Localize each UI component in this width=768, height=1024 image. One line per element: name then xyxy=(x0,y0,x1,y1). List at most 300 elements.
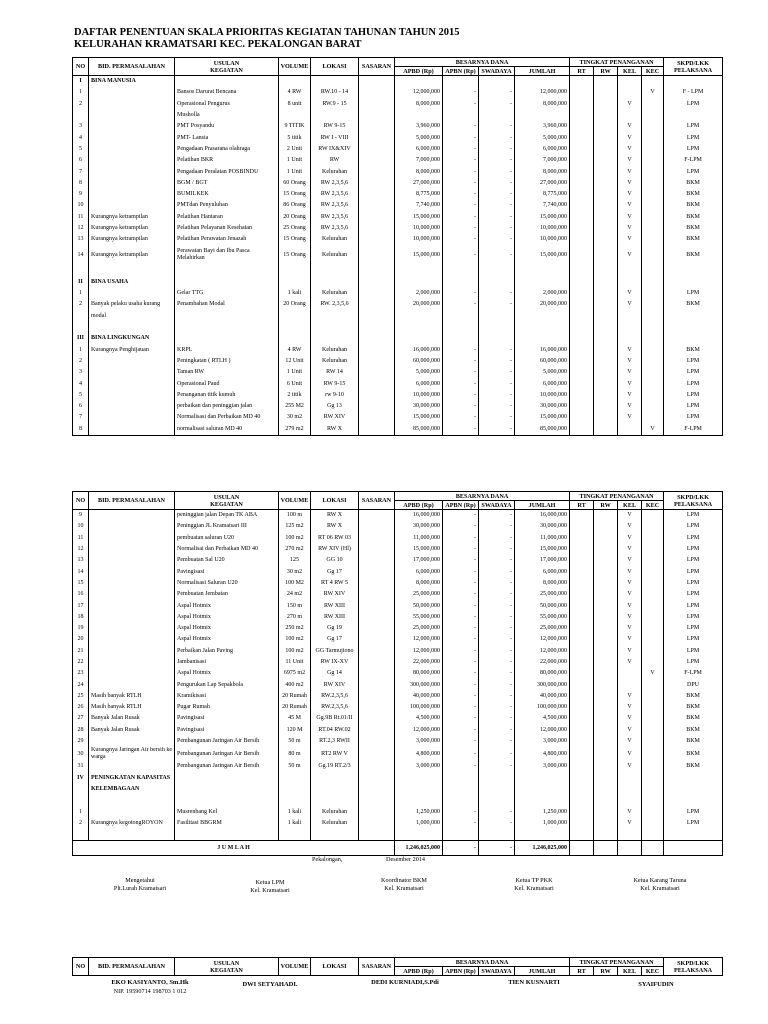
cell-usulan: pembuatan saluran U20 xyxy=(175,533,279,544)
cell-apbd: 27,000,000 xyxy=(395,178,443,189)
cell-skpd xyxy=(664,110,723,121)
cell-jumlah: 55,000,000 xyxy=(515,612,570,623)
cell-usulan: Pembangunan Jaringan Air Bersih xyxy=(175,736,279,747)
cell-no: 4 xyxy=(73,378,89,389)
cell-usulan: Aspal Hotmix xyxy=(175,634,279,645)
cell-jumlah: 3,000,000 xyxy=(515,736,570,747)
cell-skpd: LPM xyxy=(664,132,723,143)
cell-kel: V xyxy=(618,345,642,356)
cell-skpd: LPM xyxy=(664,806,723,817)
cell-kel xyxy=(618,679,642,690)
cell-swadaya xyxy=(479,311,515,322)
cell-apbd xyxy=(395,784,443,795)
cell-sasaran xyxy=(359,623,395,634)
cell-lokasi: Gg 19 xyxy=(311,623,359,634)
cell-sasaran xyxy=(359,99,395,110)
cell-bid xyxy=(89,132,175,143)
cell-rt xyxy=(570,132,594,143)
cell-no: 27 xyxy=(73,713,89,724)
cell-apbd: 4,500,000 xyxy=(395,713,443,724)
signatory-bkm-name: DEDI KURNIADI,S.Pdi xyxy=(371,979,439,986)
table-row xyxy=(73,589,723,600)
table-row xyxy=(73,155,723,166)
cell-apbd: 3,000,000 xyxy=(395,761,443,772)
cell-kel: V xyxy=(618,623,642,634)
cell-rt xyxy=(570,401,594,412)
table-row xyxy=(73,679,723,690)
cell-skpd: LPM xyxy=(664,412,723,423)
cell-swadaya: - xyxy=(479,245,515,265)
cell-sasaran xyxy=(359,725,395,736)
cell-apbn: - xyxy=(443,668,479,679)
cell-volume: 100 m2 xyxy=(279,646,311,657)
cell-rt xyxy=(570,322,594,333)
cell-apbn: - xyxy=(443,299,479,310)
cell-swadaya: - xyxy=(479,600,515,611)
cell-kec xyxy=(642,99,664,110)
cell-kec xyxy=(642,555,664,566)
cell-apbn: - xyxy=(443,725,479,736)
cell-rt xyxy=(570,110,594,121)
cell-apbn: - xyxy=(443,424,479,436)
cell-swadaya: - xyxy=(479,121,515,132)
cell-swadaya: - xyxy=(479,761,515,772)
cell-bid xyxy=(89,668,175,679)
header-kel: KEL xyxy=(618,67,642,76)
signatory-lurah-role: Mengetahui Plt.Lurah Kramatsari xyxy=(113,877,167,892)
table-row xyxy=(73,612,723,623)
cell-usulan: Operasional Paud xyxy=(175,378,279,389)
cell-sasaran xyxy=(359,166,395,177)
cell-sasaran xyxy=(359,144,395,155)
cell-sasaran xyxy=(359,713,395,724)
table-row xyxy=(73,99,723,110)
cell-lokasi xyxy=(311,311,359,322)
cell-kec xyxy=(642,277,664,288)
cell-lokasi: RW 14 xyxy=(311,367,359,378)
cell-kec xyxy=(642,589,664,600)
cell-rt xyxy=(570,784,594,795)
cell-jumlah: 8,775,000 xyxy=(515,189,570,200)
cell-skpd: BKM xyxy=(664,713,723,724)
cell-apbd: 12,000,000 xyxy=(395,634,443,645)
cell-bid: PENINGKATAN KAPASITAS xyxy=(89,773,175,784)
cell-rt xyxy=(570,761,594,772)
cell-sasaran xyxy=(359,679,395,690)
cell-rw xyxy=(594,234,618,245)
header-apbn: APBN (Rp) xyxy=(443,967,479,976)
cell-skpd: LPM xyxy=(664,533,723,544)
cell-rw xyxy=(594,390,618,401)
cell-kel xyxy=(618,829,642,841)
cell-skpd: LPM xyxy=(664,623,723,634)
cell-skpd: LPM xyxy=(664,555,723,566)
cell-apbn: - xyxy=(443,533,479,544)
cell-volume xyxy=(279,265,311,276)
cell-volume: 11 Unit xyxy=(279,657,311,668)
cell-lokasi: Gg 14 xyxy=(311,668,359,679)
cell-jumlah: 20,000,000 xyxy=(515,299,570,310)
cell-lokasi: Kelurahan xyxy=(311,345,359,356)
cell-apbd: 15,000,000 xyxy=(395,212,443,223)
cell-rt xyxy=(570,612,594,623)
cell-kec xyxy=(642,212,664,223)
signatory-lurah-name: EKO KASIYANTO, Sm.Hk xyxy=(111,979,189,986)
cell-rw xyxy=(594,178,618,189)
cell-skpd xyxy=(664,265,723,276)
cell-skpd: BKM xyxy=(664,178,723,189)
cell-kec xyxy=(642,189,664,200)
cell-swadaya: - xyxy=(479,345,515,356)
cell-volume: 15 Orang xyxy=(279,189,311,200)
cell-kel: V xyxy=(618,510,642,522)
header-no: NO xyxy=(73,492,89,510)
cell-skpd: BKM xyxy=(664,345,723,356)
cell-usulan: Perbaikan Jalan Paving xyxy=(175,646,279,657)
signatory-pkk-role: Ketua TP PKK Kel. Kramatsari xyxy=(514,877,554,892)
cell-volume: 20 Rumah xyxy=(279,702,311,713)
cell-bid xyxy=(89,166,175,177)
cell-kel: V xyxy=(618,121,642,132)
cell-lokasi xyxy=(311,795,359,806)
header-kec: KEC xyxy=(642,67,664,76)
cell-kec xyxy=(642,110,664,121)
totals-row xyxy=(73,841,723,856)
cell-usulan: Pugar Rumah xyxy=(175,702,279,713)
header-rt: RT xyxy=(570,501,594,510)
cell-swadaya: - xyxy=(479,166,515,177)
cell-jumlah xyxy=(515,784,570,795)
cell-rt xyxy=(570,390,594,401)
cell-usulan: Pelatihan Pelayanan Kesehatan xyxy=(175,223,279,234)
totals-blank xyxy=(594,841,618,856)
header-besarnya-dana: BESARNYA DANA xyxy=(395,492,570,501)
cell-bid xyxy=(89,189,175,200)
cell-swadaya: - xyxy=(479,679,515,690)
cell-apbn: - xyxy=(443,578,479,589)
cell-rw xyxy=(594,589,618,600)
cell-kel: V xyxy=(618,223,642,234)
cell-sasaran xyxy=(359,155,395,166)
cell-rw xyxy=(594,277,618,288)
cell-apbd: 10,000,000 xyxy=(395,390,443,401)
cell-kel: V xyxy=(618,144,642,155)
cell-skpd: LPM xyxy=(664,657,723,668)
cell-kec xyxy=(642,288,664,299)
cell-skpd: LPM xyxy=(664,378,723,389)
cell-rt xyxy=(570,566,594,577)
cell-swadaya: - xyxy=(479,623,515,634)
cell-bid: BINA USAHA xyxy=(89,277,175,288)
cell-usulan: Gelar TTG xyxy=(175,288,279,299)
cell-bid xyxy=(89,646,175,657)
cell-usulan xyxy=(175,829,279,841)
signatory-lurah-nip: NIP. 19590714 198703 1 012 xyxy=(113,988,187,995)
cell-kec xyxy=(642,390,664,401)
cell-rt xyxy=(570,668,594,679)
cell-kec xyxy=(642,144,664,155)
cell-kel xyxy=(618,784,642,795)
cell-rw xyxy=(594,773,618,784)
header-swadaya: SWADAYA xyxy=(479,967,515,976)
cell-no xyxy=(73,795,89,806)
totals-apbd: 1,246,025,000 xyxy=(395,841,443,856)
cell-rw xyxy=(594,521,618,532)
cell-kec xyxy=(642,76,664,88)
cell-apbn xyxy=(443,277,479,288)
cell-no: 1 xyxy=(73,87,89,98)
cell-apbd xyxy=(395,773,443,784)
cell-kel: V xyxy=(618,245,642,265)
cell-bid xyxy=(89,378,175,389)
cell-rw xyxy=(594,646,618,657)
cell-bid xyxy=(89,600,175,611)
cell-kec xyxy=(642,401,664,412)
cell-bid: Kurangnya ketrampilan xyxy=(89,223,175,234)
cell-apbn xyxy=(443,784,479,795)
cell-sasaran xyxy=(359,200,395,211)
cell-volume: 8 unit xyxy=(279,99,311,110)
header-skpd: SKPD/LKK PELAKSANA xyxy=(664,58,723,76)
cell-apbn: - xyxy=(443,646,479,657)
cell-apbn: - xyxy=(443,245,479,265)
table-row xyxy=(73,544,723,555)
cell-lokasi: Kelurahan xyxy=(311,166,359,177)
cell-usulan: Pengadaan Peralatan POSBINDU xyxy=(175,166,279,177)
cell-jumlah: 27,000,000 xyxy=(515,178,570,189)
cell-no: 8 xyxy=(73,424,89,436)
header-jumlah: JUMLAH xyxy=(515,67,570,76)
cell-swadaya: - xyxy=(479,390,515,401)
cell-rw xyxy=(594,544,618,555)
cell-rt xyxy=(570,725,594,736)
cell-jumlah: 12,000,000 xyxy=(515,87,570,98)
cell-rw xyxy=(594,691,618,702)
cell-kel: V xyxy=(618,725,642,736)
cell-no: 11 xyxy=(73,533,89,544)
cell-skpd: LPM xyxy=(664,367,723,378)
header-no: NO xyxy=(73,58,89,76)
cell-volume: 30 m2 xyxy=(279,566,311,577)
cell-swadaya xyxy=(479,76,515,88)
cell-lokasi xyxy=(311,277,359,288)
cell-kec xyxy=(642,806,664,817)
cell-rw xyxy=(594,401,618,412)
cell-bid: KELEMBAGAAN xyxy=(89,784,175,795)
table-row xyxy=(73,299,723,310)
cell-lokasi: Gg 13 xyxy=(311,401,359,412)
cell-rt xyxy=(570,299,594,310)
cell-lokasi: Kelurahan xyxy=(311,806,359,817)
cell-kel: V xyxy=(618,155,642,166)
cell-rw xyxy=(594,121,618,132)
cell-lokasi xyxy=(311,76,359,88)
header-usulan: USULAN KEGIATAN xyxy=(175,58,279,76)
cell-skpd: LPM xyxy=(664,634,723,645)
cell-volume xyxy=(279,322,311,333)
header-kel: KEL xyxy=(618,501,642,510)
cell-skpd: LPM xyxy=(664,401,723,412)
cell-kec xyxy=(642,265,664,276)
cell-kel: V xyxy=(618,378,642,389)
cell-no: 17 xyxy=(73,600,89,611)
cell-rw xyxy=(594,578,618,589)
header-jumlah: JUMLAH xyxy=(515,967,570,976)
cell-kec xyxy=(642,773,664,784)
cell-sasaran xyxy=(359,668,395,679)
cell-sasaran xyxy=(359,234,395,245)
cell-volume xyxy=(279,277,311,288)
table-row xyxy=(73,223,723,234)
table-row xyxy=(73,245,723,265)
cell-usulan: Normalisasi Saluran U20 xyxy=(175,578,279,589)
cell-rw xyxy=(594,212,618,223)
cell-kel: V xyxy=(618,132,642,143)
cell-apbd: 16,000,000 xyxy=(395,345,443,356)
cell-apbd: 4,800,000 xyxy=(395,747,443,761)
cell-kec xyxy=(642,356,664,367)
cell-skpd xyxy=(664,829,723,841)
cell-rt xyxy=(570,200,594,211)
header-sasaran: SASARAN xyxy=(359,492,395,510)
cell-usulan: Operasional Pengurus xyxy=(175,99,279,110)
cell-bid xyxy=(89,265,175,276)
cell-swadaya: - xyxy=(479,424,515,436)
header-bid: BID. PERMASALAHAN xyxy=(89,58,175,76)
cell-jumlah: 4,800,000 xyxy=(515,747,570,761)
cell-swadaya: - xyxy=(479,223,515,234)
date-label: Desember 2014 xyxy=(386,856,426,863)
header-rw: RW xyxy=(594,967,618,976)
cell-swadaya: - xyxy=(479,510,515,522)
cell-rw xyxy=(594,132,618,143)
cell-jumlah: 8,000,000 xyxy=(515,578,570,589)
cell-kel xyxy=(618,265,642,276)
cell-bid xyxy=(89,533,175,544)
cell-skpd: BKM xyxy=(664,702,723,713)
totals-blank xyxy=(664,841,723,856)
cell-kec xyxy=(642,121,664,132)
cell-apbd: 3,960,000 xyxy=(395,121,443,132)
cell-rt xyxy=(570,424,594,436)
cell-sasaran xyxy=(359,288,395,299)
cell-kel: V xyxy=(618,166,642,177)
cell-jumlah: 7,000,000 xyxy=(515,155,570,166)
cell-apbn: - xyxy=(443,634,479,645)
cell-skpd xyxy=(664,76,723,88)
cell-no xyxy=(73,322,89,333)
cell-kec xyxy=(642,533,664,544)
cell-rw xyxy=(594,657,618,668)
cell-apbn: - xyxy=(443,521,479,532)
cell-apbd xyxy=(395,829,443,841)
cell-skpd xyxy=(664,311,723,322)
cell-skpd: F - LPM xyxy=(664,87,723,98)
cell-jumlah: 17,000,000 xyxy=(515,555,570,566)
cell-swadaya: - xyxy=(479,578,515,589)
table-row xyxy=(73,521,723,532)
cell-volume: 2 Unit xyxy=(279,144,311,155)
cell-kel: V xyxy=(618,401,642,412)
cell-apbn xyxy=(443,311,479,322)
cell-apbn: - xyxy=(443,390,479,401)
cell-bid: BINA LINGKUNGAN xyxy=(89,333,175,344)
cell-usulan: Pembuatan Jembatan xyxy=(175,589,279,600)
cell-rw xyxy=(594,725,618,736)
cell-apbn: - xyxy=(443,166,479,177)
cell-volume: 20 Orang xyxy=(279,299,311,310)
cell-kel: V xyxy=(618,212,642,223)
cell-rw xyxy=(594,668,618,679)
cell-rt xyxy=(570,99,594,110)
cell-kel: V xyxy=(618,299,642,310)
cell-usulan xyxy=(175,795,279,806)
cell-volume: 12 Unit xyxy=(279,356,311,367)
cell-lokasi: RW xyxy=(311,155,359,166)
cell-lokasi xyxy=(311,784,359,795)
cell-rt xyxy=(570,333,594,344)
totals-swadaya: - xyxy=(479,841,515,856)
cell-volume: 4 RW xyxy=(279,87,311,98)
cell-rw xyxy=(594,612,618,623)
cell-kec xyxy=(642,691,664,702)
cell-apbd: 1,000,000 xyxy=(395,818,443,829)
cell-usulan: Aspal Hotmix xyxy=(175,623,279,634)
cell-apbd: 80,000,000 xyxy=(395,668,443,679)
table-row xyxy=(73,87,723,98)
cell-volume: 270 m2 xyxy=(279,544,311,555)
cell-usulan xyxy=(175,333,279,344)
cell-rw xyxy=(594,412,618,423)
cell-swadaya xyxy=(479,265,515,276)
cell-bid: Banyak pelaku usaha kurang xyxy=(89,299,175,310)
table-header xyxy=(73,958,723,976)
cell-apbd xyxy=(395,265,443,276)
cell-usulan: Peningkatan ( RTLH ) xyxy=(175,356,279,367)
cell-kel: V xyxy=(618,356,642,367)
cell-kel: V xyxy=(618,612,642,623)
cell-sasaran xyxy=(359,311,395,322)
cell-jumlah: 12,000,000 xyxy=(515,646,570,657)
cell-kel: V xyxy=(618,600,642,611)
cell-apbd: 15,000,000 xyxy=(395,412,443,423)
signatory-lpm-role: Ketua LPM Kel. Kramatsari xyxy=(250,879,290,894)
cell-no: IV xyxy=(73,773,89,784)
cell-no: 6 xyxy=(73,155,89,166)
cell-bid: Kurangnya Penghijauan xyxy=(89,345,175,356)
cell-apbd xyxy=(395,322,443,333)
cell-rw xyxy=(594,87,618,98)
cell-rt xyxy=(570,555,594,566)
cell-no: 1 xyxy=(73,345,89,356)
cell-skpd xyxy=(664,322,723,333)
cell-swadaya: - xyxy=(479,646,515,657)
cell-no: 9 xyxy=(73,189,89,200)
cell-apbd: 10,000,000 xyxy=(395,234,443,245)
cell-lokasi: RW I - VIII xyxy=(311,132,359,143)
cell-rt xyxy=(570,578,594,589)
cell-volume: 60 Orang xyxy=(279,178,311,189)
table-row xyxy=(73,555,723,566)
cell-jumlah: 16,000,000 xyxy=(515,345,570,356)
cell-jumlah xyxy=(515,265,570,276)
header-apbd: APBD (Rp) xyxy=(395,967,443,976)
table-row xyxy=(73,311,723,322)
cell-apbn: - xyxy=(443,657,479,668)
cell-lokasi: Kelurahan xyxy=(311,234,359,245)
cell-lokasi: RW 2,3,5,6 xyxy=(311,223,359,234)
table-row xyxy=(73,424,723,436)
